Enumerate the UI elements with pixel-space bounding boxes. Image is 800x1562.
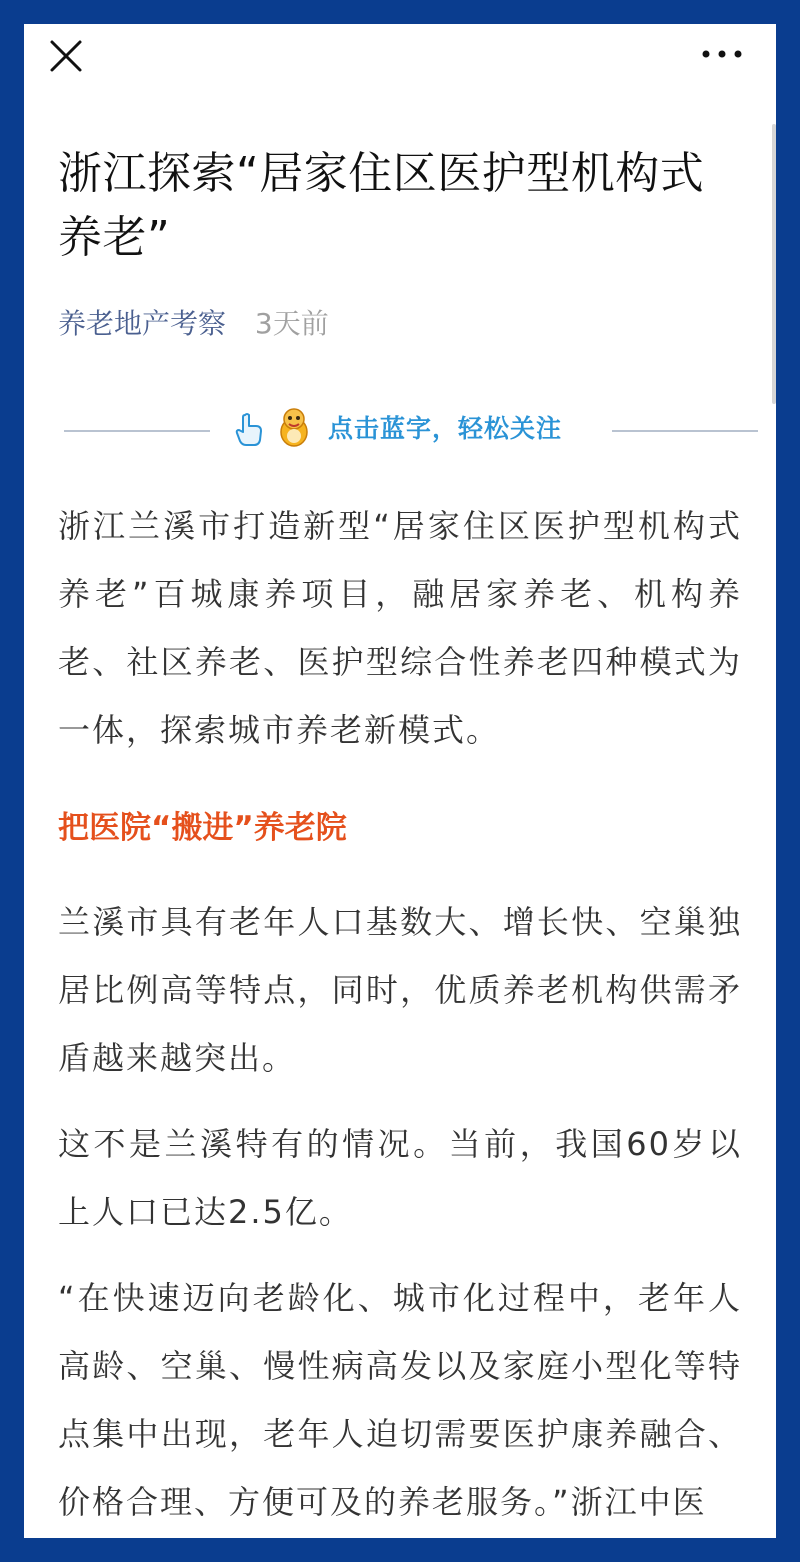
divider-right xyxy=(612,430,758,432)
more-dots-icon xyxy=(700,42,744,66)
top-bar xyxy=(24,24,776,84)
article-title: 浙江探索“居家住区医护型机构式养老” xyxy=(58,148,705,263)
mascot-icon xyxy=(276,406,312,448)
paragraph-national: 这不是兰溪特有的情况。当前，我国60岁以上人口已达2.5亿。 xyxy=(58,1125,742,1231)
article-content xyxy=(58,142,742,1536)
article-screen xyxy=(24,24,776,1538)
account-name-link[interactable]: 养老地产考察 xyxy=(58,307,227,340)
follow-banner-text: 点击蓝字，轻松关注 xyxy=(328,414,563,443)
paragraph-intro: 浙江兰溪市打造新型“居家住区医护型机构式养老”百城康养项目，融居家养老、机构养老、社区养老、医护型综合性养老四种模式为一体，探索城市养老新模式。 xyxy=(58,507,742,749)
paragraph-quote: “在快速迈向老龄化、城市化过程中，老年人高龄、空巢、慢性病高发以及家庭小型化等特点集中出现，老年人迫切需要医护康养融合、价格合理、方便可及的养老服务。”浙江中医 xyxy=(58,1279,742,1521)
follow-banner[interactable] xyxy=(58,406,742,456)
close-button[interactable] xyxy=(46,36,86,76)
scrollbar[interactable] xyxy=(772,124,776,404)
paragraph-lanxi: 兰溪市具有老年人口基数大、增长快、空巢独居比例高等特点，同时，优质养老机构供需矛盾越来越突出。 xyxy=(58,903,742,1077)
article-meta xyxy=(58,304,742,344)
close-icon xyxy=(46,36,86,76)
divider-left xyxy=(64,430,210,432)
publish-time: 3天前 xyxy=(254,307,329,340)
pointing-hand-icon xyxy=(234,412,264,448)
more-options-button[interactable] xyxy=(700,42,744,66)
section-heading: 把医院“搬进”养老院 xyxy=(58,810,347,846)
